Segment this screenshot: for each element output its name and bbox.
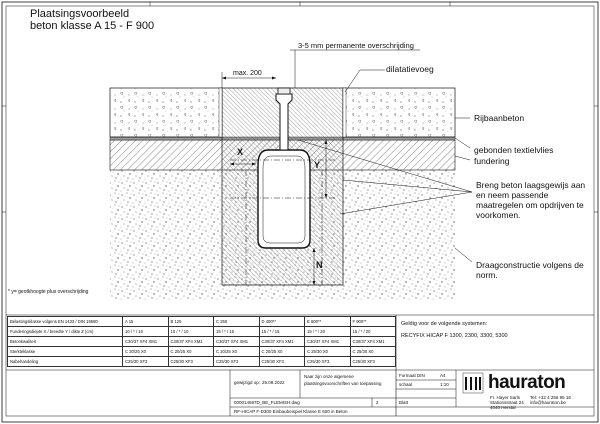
cell: 10 / * / 10: [123, 327, 169, 337]
callout-breng-beton: [476, 180, 585, 220]
cell: C 20/25 X0: [123, 347, 169, 357]
company-line-1: Fr. Hayer Sarls: [490, 395, 521, 400]
sheet-number: 2: [376, 400, 379, 405]
cell: C30/37 XF4 XM1: [168, 337, 214, 347]
hauraton-logo-text: hauraton: [488, 372, 566, 393]
table-row: [8, 347, 396, 357]
row-label: Funderingsdiepte X / breedte Y / dikte Z (cm): [8, 327, 123, 337]
cell: 15 / * / 20: [305, 327, 351, 337]
drawing-title: [30, 8, 154, 32]
dim-x-label: X: [237, 147, 244, 157]
dilatation-joint-left: [219, 88, 222, 137]
leader-textielvlies: [455, 138, 470, 148]
table-row: [8, 327, 396, 337]
callout-fundering: fundering: [474, 156, 510, 166]
cell: 10 / * / 10: [168, 327, 214, 337]
cell: C25/30 XF3: [350, 357, 396, 367]
class-d400: D 400**: [259, 317, 305, 327]
systems-label: RECYFIX HICAP F 1300, 2300, 3300, 5300: [401, 333, 508, 339]
format-label: Formaat DIN: [399, 373, 425, 378]
class-f900: F 900**: [350, 317, 396, 327]
dim-n-label: N: [316, 260, 323, 270]
cell: C25/30 XF3: [259, 357, 305, 367]
date-value: 25.09.2022: [262, 380, 285, 385]
cell: C 25/30 X0: [350, 347, 396, 357]
footnote: * y= geotkhoogte plus overschrijding: [8, 289, 89, 295]
spec-table: [7, 316, 396, 367]
dilatation-joint-right: [343, 88, 346, 137]
company-email: info@hauraton.be: [530, 400, 566, 405]
drawing-description: RF-HICAP F-D300 Einbaubeispiel Klasse E 600 in Beton: [234, 409, 348, 414]
cell: C30/37 XF4 XM1: [123, 337, 169, 347]
cell: 15 / * / 15: [259, 327, 305, 337]
cell: C30/37 XF4 XM1: [259, 337, 305, 347]
company-line-2: Stationsstraat 24: [490, 400, 524, 405]
cell: C25/30 XF3: [305, 357, 351, 367]
title-line-1: Plaatsingsvoorbeeld: [30, 8, 130, 20]
callout-textielvlies: gebonden textielvlies: [474, 145, 554, 155]
cell: C 25/30 X0: [305, 347, 351, 357]
class-b125: B 125: [168, 317, 214, 327]
hauraton-logo-icon: [463, 373, 483, 393]
cell: C 20/25 X0: [259, 347, 305, 357]
table-row: [8, 317, 396, 327]
table-row: [8, 357, 396, 367]
rijbaanbeton-left: [110, 88, 222, 137]
cell: C25/30 XF3: [168, 357, 214, 367]
dim-y-label: Y: [314, 160, 321, 170]
callout-rijbaanbeton: Rijbaanbeton: [474, 113, 525, 123]
row-label: Betonkwaliteit: [8, 337, 123, 347]
draag-line-1: Draagconstructie volgens de: [476, 260, 584, 270]
title-line-2: beton klasse A 15 - F 900: [30, 20, 155, 32]
drainage-channel: [258, 150, 310, 248]
cell: C25/30 XF3: [214, 357, 260, 367]
breng-line-4: voorkomen.: [476, 210, 521, 220]
cell: C30/37 XF4 XM1: [305, 337, 351, 347]
sheet-label: Blatt: [399, 400, 409, 405]
note-line-1: Naar zijn onze algemene: [304, 374, 354, 379]
valid-for-label: Geldig voor de volgende systemen:: [401, 321, 488, 327]
cell: C30/37 XF4 XM1: [214, 337, 260, 347]
format-value: A4: [440, 373, 446, 378]
draag-line-2: norm.: [476, 270, 498, 280]
scale-label: schaal: [399, 382, 413, 387]
date-label: gewijzigd op:: [234, 380, 261, 385]
breng-line-2: en neem passende: [476, 190, 549, 200]
class-c250: C 250: [214, 317, 260, 327]
rijbaanbeton-right: [343, 88, 455, 137]
cell: C30/37 XF4 XM1: [350, 337, 396, 347]
note-line-2: plaatsingsvoorschriften van toepassing: [304, 381, 382, 386]
callout-draagconstructie: [476, 260, 584, 280]
cell: 15 / * / 20: [350, 327, 396, 337]
dim-max-width-label: max. 200: [233, 70, 262, 77]
cell: C 20/25 X0: [168, 347, 214, 357]
cell: C 20/25 X0: [214, 347, 260, 357]
row-label: Sterkteklasse: [8, 347, 123, 357]
leader-draag: [455, 248, 472, 262]
header-label: Belastingsklasse volgens EN 1433 / DIN 19580: [8, 317, 123, 327]
class-a15: A 15: [123, 317, 169, 327]
company-phone: Tel: +32 4 256 95 16: [530, 395, 571, 400]
dim-overshoot-label: 3-5 mm permanente overschrijding: [298, 41, 414, 50]
row-label: Nabehandeling: [8, 357, 123, 367]
breng-line-3: maatregelen om opdrijven te: [476, 200, 584, 210]
leader-fundering: [455, 156, 470, 160]
cell: 15 / * / 15: [214, 327, 260, 337]
class-e600: E 600**: [305, 317, 351, 327]
table-row: [8, 337, 396, 347]
company-line-3: 4040 Herstal: [490, 405, 516, 410]
drawing-number: 000014597D_BE_FLEMISH.dwg: [234, 400, 300, 405]
breng-line-1: Breng beton laagsgewijs aan: [476, 180, 586, 190]
scale-value: 1:10: [440, 382, 449, 387]
cell: C25/30 XF3: [123, 357, 169, 367]
callout-dilatatievoeg: dilatatievoeg: [386, 64, 434, 74]
